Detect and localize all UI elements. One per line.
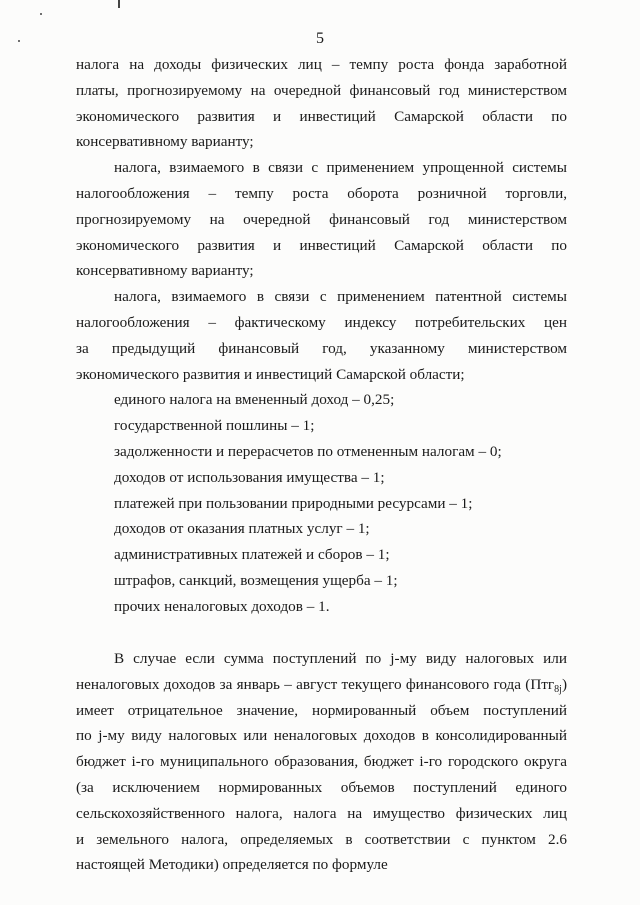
list-item: задолженности и перерасчетов по отмененным налогам – 0; (114, 442, 502, 460)
formula-subscript: 8j (554, 683, 562, 695)
list-item: доходов от использования имущества – 1; (114, 468, 385, 486)
text-fragment: ) (561, 675, 567, 693)
text-line: прогнозируемому на очередной финансовый год министерством (76, 210, 567, 228)
text-line: консервативному варианту; (76, 262, 254, 280)
text-line: налога, взимаемого в связи с применением упрощенной системы (114, 159, 567, 177)
spacer (76, 620, 567, 647)
text-line: бюджет i-го муниципального образования, бюджет i-го городского округа (76, 753, 567, 771)
text-fragment: неналоговых доходов за январь – август текущего финансового года ( (76, 675, 531, 693)
text-line: сельскохозяйственного налога, налога на имущество физических лиц (76, 804, 567, 822)
text-line: настоящей Методики) определяется по формуле (76, 856, 388, 874)
list-item: прочих неналоговых доходов – 1. (114, 597, 330, 615)
text-line: платы, прогнозируемому на очередной финансовый год министерством (76, 81, 567, 99)
text-line: налогообложения – фактическому индексу потребительских цен (76, 313, 567, 331)
paragraph (76, 155, 567, 284)
paragraph (76, 284, 567, 387)
text-line: имеет отрицательное значение, нормированный объем поступлений (76, 701, 567, 719)
text-line: налога, взимаемого в связи с применением патентной системы (114, 288, 567, 306)
text-line: (за исключением нормированных объемов поступлений единого (76, 779, 567, 797)
coefficient-list (76, 387, 567, 646)
list-item: государственной пошлины – 1; (114, 417, 315, 435)
formula-symbol: Птг$_{8j}$ (530, 675, 562, 695)
text-line: экономического развития и инвестиций Самарской области; (76, 365, 465, 383)
list-item: единого налога на вмененный доход – 0,25; (114, 391, 395, 409)
text-line: по j-му виду налоговых или неналоговых доходов в консолидированный (76, 727, 567, 745)
document-body (76, 52, 567, 878)
page-number: 5 (316, 30, 324, 47)
text-line: консервативному варианту; (76, 133, 254, 151)
scan-artifact-line (118, 0, 120, 8)
paragraphs (76, 52, 567, 387)
scan-artifact-dot (40, 13, 42, 15)
text-line: налогообложения – темпу роста оборота розничной торговли, (76, 184, 567, 202)
text-line-with-formula (76, 672, 567, 698)
text-line: и земельного налога, определяемых в соответствии с пунктом 2.6 (76, 830, 567, 848)
list-item: административных платежей и сборов – 1; (114, 546, 390, 564)
list-item: платежей при пользовании природными ресурсами – 1; (114, 494, 473, 512)
text-line: налога на доходы физических лиц – темпу роста фонда заработной (76, 56, 567, 73)
text-line: экономического развития и инвестиций Самарской области по (76, 107, 567, 125)
paragraph (76, 52, 567, 155)
text-line: за предыдущий финансовый год, указанному министерством (76, 339, 567, 357)
list-item: штрафов, санкций, возмещения ущерба – 1; (114, 571, 398, 589)
list-item: доходов от оказания платных услуг – 1; (114, 520, 370, 538)
final-lines (76, 698, 567, 879)
text-line: В случае если сумма поступлений по j-му виду налоговых или (114, 650, 567, 668)
text-line: экономического развития и инвестиций Самарской области по (76, 236, 567, 254)
final-paragraph (76, 646, 567, 878)
